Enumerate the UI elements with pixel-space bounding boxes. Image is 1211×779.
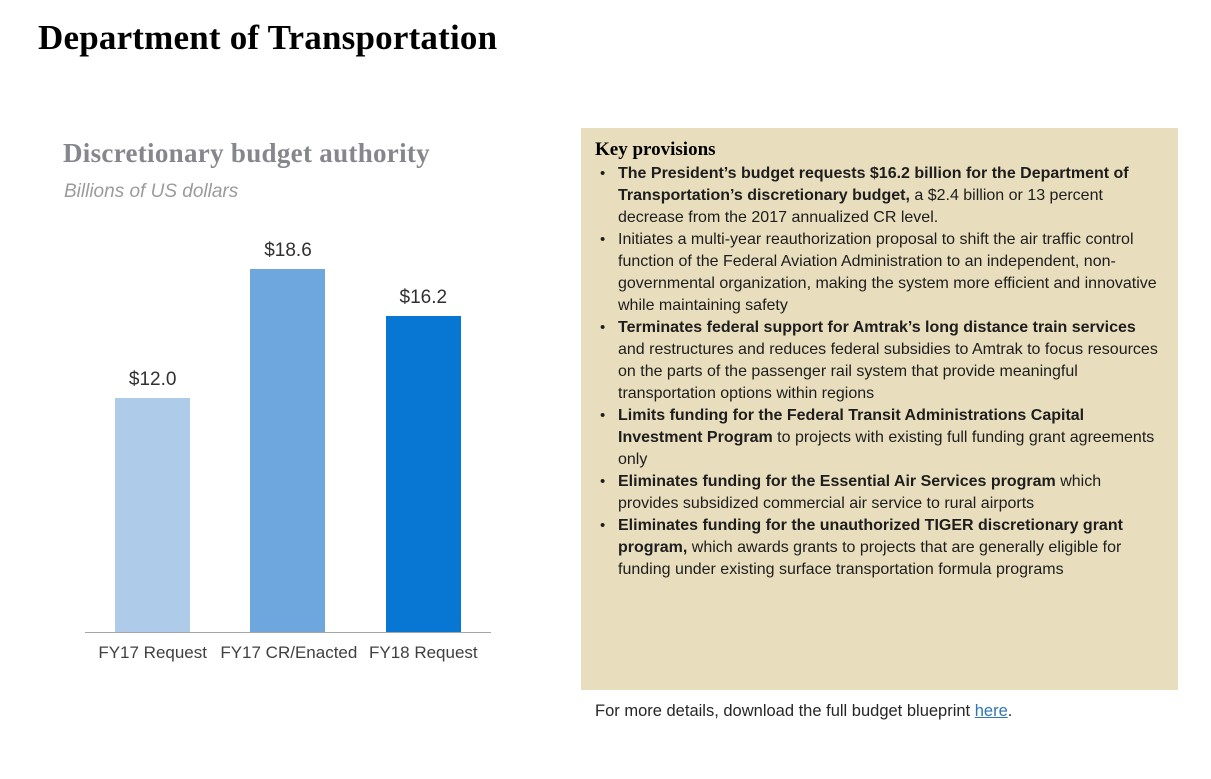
bullet-bold-lead: Eliminates funding for the Essential Air Services program xyxy=(618,473,1056,490)
bullet-bold-lead: Eliminates funding for the unauthorized TIGER discretionary grant program, xyxy=(618,517,1123,556)
bar-chart-plot xyxy=(85,240,491,633)
key-provision-bullet: • Limits funding for the Federal Transit Administrations Capital Investment Program to projects with existing full funding grant agreements only xyxy=(595,405,1162,471)
footer-text-after: . xyxy=(1007,702,1013,720)
bullet-bold-lead: The President’s budget requests $16.2 billion for the Department of Transportation’s discretionary budget, xyxy=(618,165,1129,204)
bar-group xyxy=(85,369,220,632)
key-provision-bullet: • Eliminates funding for the unauthorized TIGER discretionary grant program, which awards grants to projects that are generally eligible for funding under existing surface transportation formula programs xyxy=(595,515,1162,581)
key-provision-bullet: • The President’s budget requests $16.2 billion for the Department of Transportation’s discretionary budget, a $2.4 billion or 13 percent decrease from the 2017 annualized CR level. xyxy=(595,163,1162,229)
bar-group xyxy=(356,287,491,632)
footer-here-link[interactable]: here xyxy=(974,702,1008,720)
bar xyxy=(386,316,461,632)
bar-value-label: $16.2 xyxy=(399,287,448,308)
bar xyxy=(250,269,325,632)
key-provisions-panel xyxy=(581,128,1178,690)
bullet-bold-lead: Limits funding for the Federal Transit Administrations Capital Investment Program xyxy=(618,407,1085,446)
chart-subtitle: Billions of US dollars xyxy=(64,181,239,202)
key-provision-bullet: • Initiates a multi-year reauthorization proposal to shift the air traffic control function of the Federal Aviation Administration to an independent, non-governmental organization, making the system more efficient and innovative while maintaining safety xyxy=(595,229,1162,317)
chart-title: Discretionary budget authority xyxy=(63,138,430,168)
bullet-bold-lead: Terminates federal support for Amtrak’s long distance train services xyxy=(618,319,1136,336)
x-tick-label: FY17 CR/Enacted xyxy=(220,643,358,662)
key-provision-bullet: • Eliminates funding for the Essential Air Services program which provides subsidized commercial air service to rural airports xyxy=(595,471,1162,515)
page-title: Department of Transportation xyxy=(38,18,498,57)
bar-value-label: $12.0 xyxy=(128,369,177,390)
key-provisions-heading: Key provisions xyxy=(595,139,716,160)
bar-value-label: $18.6 xyxy=(264,240,312,261)
key-provision-bullet: • Terminates federal support for Amtrak’s long distance train services and restructures and reduces federal subsidies to Amtrak to focus resources on the parts of the passenger rail system that provide meaningful transportation options within regions xyxy=(595,317,1162,405)
footer-text-before: For more details, download the full budget blueprint xyxy=(595,702,975,720)
key-provisions-list xyxy=(595,163,1162,581)
x-tick-label: FY18 Request xyxy=(368,643,478,662)
bar-group xyxy=(220,240,355,632)
chart-x-axis xyxy=(85,643,491,663)
footer-note xyxy=(595,702,1012,721)
x-tick-label: FY17 Request xyxy=(98,643,207,662)
bar xyxy=(115,398,190,632)
